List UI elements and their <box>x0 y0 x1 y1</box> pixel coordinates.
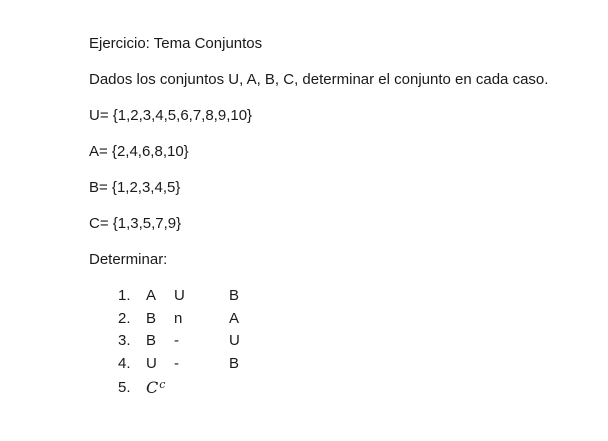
list-item <box>0 353 608 375</box>
item-left-set: B <box>146 310 157 327</box>
list-item <box>0 308 608 330</box>
item-operator: n <box>174 310 183 327</box>
item-number: 1. <box>118 287 131 304</box>
complement-superscript: c <box>159 378 166 391</box>
set-a-definition: A= {2,4,6,8,10} <box>89 143 189 160</box>
item-right-set: B <box>229 355 240 372</box>
set-c-definition: C= {1,3,5,7,9} <box>89 215 182 232</box>
list-item <box>0 377 608 399</box>
item-left-set: A <box>146 287 157 304</box>
item-left-set: U <box>146 355 157 372</box>
complement-expression <box>146 377 165 399</box>
item-number: 4. <box>118 355 131 372</box>
item-right-set: U <box>229 332 240 349</box>
exercise-title: Ejercicio: Tema Conjuntos <box>89 35 263 52</box>
list-item <box>0 330 608 352</box>
set-b-definition: B= {1,2,3,4,5} <box>89 179 181 196</box>
item-operator: - <box>174 355 179 372</box>
item-operator: - <box>174 332 179 349</box>
set-u-definition: U= {1,2,3,4,5,6,7,8,9,10} <box>89 107 253 124</box>
item-number: 3. <box>118 332 131 349</box>
item-number: 2. <box>118 310 131 327</box>
item-left-set: B <box>146 332 157 349</box>
complement-base: C <box>146 378 159 397</box>
item-number: 5. <box>118 379 131 396</box>
item-right-set: A <box>229 310 240 327</box>
item-right-set: B <box>229 287 240 304</box>
instruction-text: Dados los conjuntos U, A, B, C, determinar el conjunto en cada caso. <box>89 71 549 88</box>
list-item <box>0 285 608 307</box>
item-operator: U <box>174 287 185 304</box>
determine-label: Determinar: <box>89 251 168 268</box>
